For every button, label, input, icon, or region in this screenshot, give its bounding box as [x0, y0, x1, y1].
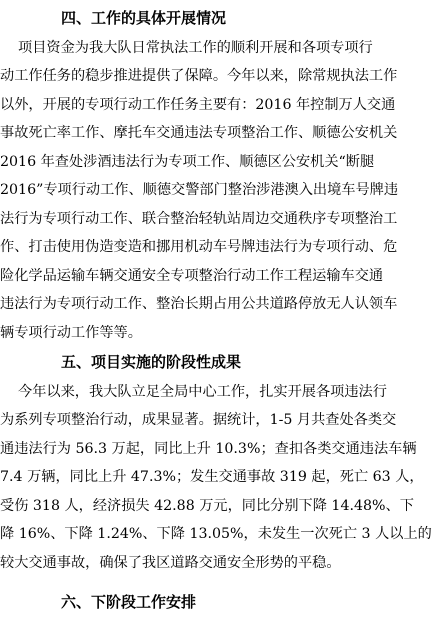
section-4-line: 以外，开展的专项行动工作任务主要有：2016 年控制万人交通 — [0, 97, 396, 113]
section-4-heading: 四、工作的具体开展情况 — [61, 9, 227, 27]
section-4-line: 动工作任务的稳步推进提供了保障。今年以来，除常规执法工作 — [0, 68, 398, 84]
section-5-line: 为系列专项整治行动，成果显著。据统计，1-5 月共查处各类交 — [0, 412, 397, 428]
section-6-heading: 六、下阶段工作安排 — [61, 593, 197, 611]
section-4-line: 2016”专项行动工作、顺德交警部门整治涉港澳入出境车号牌违 — [0, 182, 399, 198]
section-5-heading: 五、项目实施的阶段性成果 — [61, 353, 242, 371]
section-4-line: 事故死亡率工作、摩托车交通违法专项整治工作、顺德公安机关 — [0, 125, 398, 141]
section-5-line: 受伤 318 人，经济损失 42.88 万元，同比分别下降 14.48%、下 — [0, 498, 414, 514]
section-4-line: 险化学品运输车辆交通安全专项整治行动工作工程运输车交通 — [0, 268, 384, 284]
section-4-line: 违法行为专项行动工作、整治长期占用公共道路停放无人认领车 — [0, 296, 398, 312]
section-4-line: 法行为专项行动工作、联合整治轻轨站周边交通秩序专项整治工 — [0, 211, 398, 227]
section-5-line: 通违法行为 56.3 万起，同比上升 10.3%；查扣各类交通违法车辆 — [0, 441, 417, 457]
section-4-line: 项目资金为我大队日常执法工作的顺利开展和各项专项行 — [0, 40, 373, 56]
section-4-line: 辆专项行动工作等等。 — [0, 325, 142, 341]
section-4-line: 2016 年查处涉酒违法行为专项工作、顺德区公安机关“断腿 — [0, 154, 375, 170]
section-4-line: 作、打击使用伪造变造和挪用机动车号牌违法行为专项行动、危 — [0, 239, 398, 255]
section-5-line: 较大交通事故，确保了我区道路交通安全形势的平稳。 — [0, 555, 341, 571]
section-5-line: 今年以来，我大队立足全局中心工作，扎实开展各项违法行 — [0, 384, 387, 400]
section-5-line: 7.4 万辆，同比上升 47.3%；发生交通事故 319 起，死亡 63 人， — [0, 469, 424, 485]
section-5-line: 降 16%、下降 1.24%、下降 13.05%，未发生一次死亡 3 人以上的 — [0, 526, 432, 542]
